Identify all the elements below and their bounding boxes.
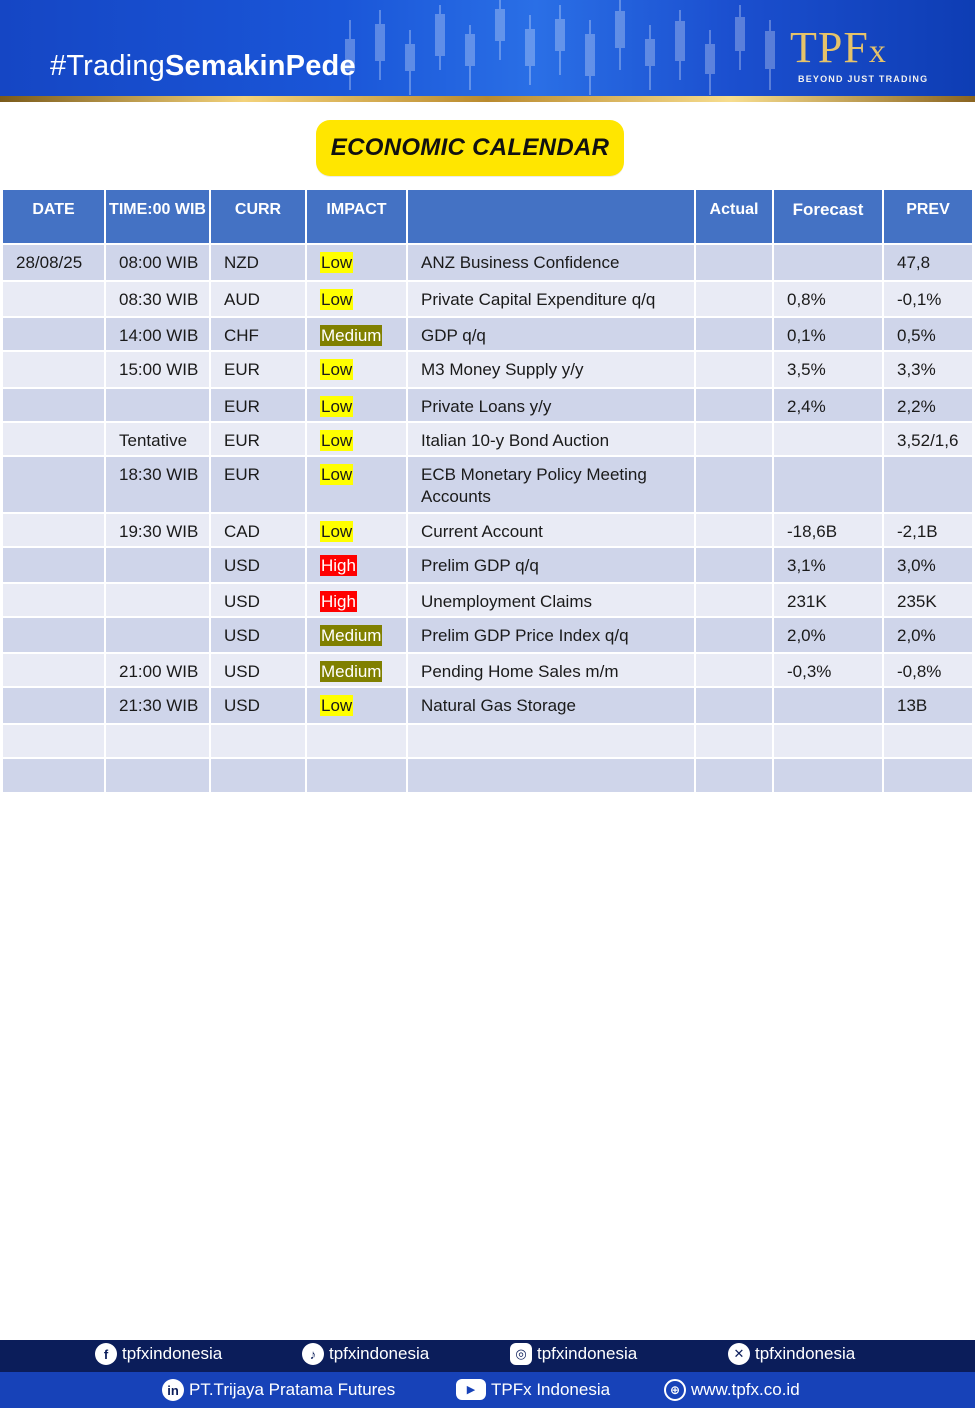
cell-date [3, 318, 106, 352]
cell-date: 28/08/25 [3, 245, 106, 282]
cell-event: Pending Home Sales m/m [408, 654, 696, 688]
cell-forecast: 2,0% [774, 618, 884, 654]
cell-prev [884, 759, 972, 794]
cell-curr: EUR [211, 352, 307, 389]
impact-badge: Low [321, 290, 353, 309]
cell-actual [696, 618, 774, 654]
page-title-text: ECONOMIC CALENDAR [330, 134, 610, 161]
cell-actual [696, 514, 774, 548]
cell-event: Current Account [408, 514, 696, 548]
cell-forecast: 0,1% [774, 318, 884, 352]
cell-forecast [774, 245, 884, 282]
cell-actual [696, 759, 774, 794]
cell-time: Tentative [106, 423, 211, 457]
cell-event: ECB Monetary Policy Meeting Accounts [408, 457, 696, 514]
impact-badge: High [321, 592, 356, 611]
table-row [3, 548, 972, 584]
cell-actual [696, 245, 774, 282]
impact-badge: Low [321, 397, 353, 416]
cell-forecast [774, 423, 884, 457]
cell-date [3, 725, 106, 759]
logo-tagline: BEYOND JUST TRADING [798, 74, 929, 84]
cell-impact [307, 457, 408, 514]
cell-date [3, 759, 106, 794]
economic-calendar-table [3, 190, 972, 794]
page-title [316, 120, 624, 176]
header-actual: Actual [696, 190, 774, 245]
cell-actual [696, 584, 774, 618]
header-curr: CURR [211, 190, 307, 245]
hashtag-bold: SemakinPede [164, 50, 356, 82]
cell-actual [696, 725, 774, 759]
cell-forecast: -0,3% [774, 654, 884, 688]
cell-time: 18:30 WIB [106, 457, 211, 514]
impact-badge: Low [321, 253, 353, 272]
table-row [3, 584, 972, 618]
header-banner [0, 0, 975, 98]
table-header-row [3, 190, 972, 245]
cell-time: 15:00 WIB [106, 352, 211, 389]
cell-forecast: 3,5% [774, 352, 884, 389]
x-handle: tpfxindonesia [755, 1344, 856, 1363]
table-row [3, 688, 972, 725]
cell-impact [307, 245, 408, 282]
header-prev: PREV [884, 190, 972, 245]
logo-x-text: x [868, 33, 887, 70]
cell-event: ANZ Business Confidence [408, 245, 696, 282]
cell-event: Private Capital Expenditure q/q [408, 282, 696, 318]
globe-icon: ⊕ [664, 1379, 686, 1401]
impact-badge: Low [321, 360, 353, 379]
cell-event: Prelim GDP q/q [408, 548, 696, 584]
impact-badge: Low [321, 522, 353, 541]
linkedin-name: PT.Trijaya Pratama Futures [189, 1380, 396, 1399]
table-body [3, 245, 972, 794]
cell-event: Prelim GDP Price Index q/q [408, 618, 696, 654]
cell-curr: USD [211, 618, 307, 654]
table-row [3, 352, 972, 389]
cell-prev: 3,0% [884, 548, 972, 584]
cell-time [106, 584, 211, 618]
hashtag-prefix: #Trading [50, 50, 165, 82]
cell-date [3, 654, 106, 688]
footer-linkedin[interactable] [162, 1379, 395, 1401]
cell-time [106, 725, 211, 759]
cell-actual [696, 654, 774, 688]
cell-event: Unemployment Claims [408, 584, 696, 618]
header-time: TIME:00 WIB [106, 190, 211, 245]
cell-impact [307, 548, 408, 584]
cell-actual [696, 423, 774, 457]
cell-impact [307, 423, 408, 457]
cell-time: 21:00 WIB [106, 654, 211, 688]
cell-prev [884, 725, 972, 759]
table-row [3, 654, 972, 688]
cell-time: 14:00 WIB [106, 318, 211, 352]
cell-time: 08:30 WIB [106, 282, 211, 318]
impact-badge: Medium [321, 626, 382, 645]
cell-time [106, 759, 211, 794]
cell-actual [696, 282, 774, 318]
cell-curr [211, 759, 307, 794]
cell-event: Natural Gas Storage [408, 688, 696, 725]
footer-youtube[interactable] [456, 1379, 610, 1400]
cell-date [3, 423, 106, 457]
cell-prev: -2,1B [884, 514, 972, 548]
cell-impact [307, 584, 408, 618]
cell-impact [307, 514, 408, 548]
instagram-handle: tpfxindonesia [537, 1344, 638, 1363]
cell-forecast [774, 688, 884, 725]
cell-actual [696, 457, 774, 514]
cell-prev: -0,1% [884, 282, 972, 318]
table-row [3, 618, 972, 654]
cell-impact [307, 389, 408, 423]
cell-impact [307, 654, 408, 688]
cell-forecast [774, 457, 884, 514]
header-date: DATE [3, 190, 106, 245]
cell-curr: USD [211, 654, 307, 688]
header-event [408, 190, 696, 245]
cell-date [3, 282, 106, 318]
logo-main-text: TPF [790, 23, 869, 72]
cell-forecast: 3,1% [774, 548, 884, 584]
cell-forecast [774, 759, 884, 794]
cell-actual [696, 352, 774, 389]
footer-facebook[interactable] [95, 1343, 222, 1365]
cell-forecast: 0,8% [774, 282, 884, 318]
table-row [3, 457, 972, 514]
facebook-handle: tpfxindonesia [122, 1344, 223, 1363]
cell-prev: 2,2% [884, 389, 972, 423]
footer-links-row [0, 1372, 975, 1408]
cell-event [408, 759, 696, 794]
impact-badge: Low [321, 465, 353, 484]
cell-time: 21:30 WIB [106, 688, 211, 725]
cell-curr: USD [211, 548, 307, 584]
cell-event: M3 Money Supply y/y [408, 352, 696, 389]
cell-prev: -0,8% [884, 654, 972, 688]
cell-prev: 3,52/1,6 [884, 423, 972, 457]
cell-prev: 13B [884, 688, 972, 725]
cell-impact [307, 759, 408, 794]
footer-website[interactable] [664, 1379, 800, 1401]
impact-badge: Medium [321, 662, 382, 681]
website-url: www.tpfx.co.id [691, 1380, 800, 1399]
instagram-icon: ◎ [510, 1343, 532, 1365]
cell-date [3, 389, 106, 423]
cell-date [3, 548, 106, 584]
table-row [3, 759, 972, 794]
cell-curr: USD [211, 688, 307, 725]
cell-date [3, 618, 106, 654]
table-row [3, 318, 972, 352]
table-row [3, 514, 972, 548]
cell-date [3, 514, 106, 548]
tiktok-handle: tpfxindonesia [329, 1344, 430, 1363]
cell-time [106, 548, 211, 584]
cell-prev: 2,0% [884, 618, 972, 654]
cell-curr: EUR [211, 389, 307, 423]
cell-date [3, 688, 106, 725]
cell-curr: USD [211, 584, 307, 618]
cell-date [3, 352, 106, 389]
footer [0, 1340, 975, 1408]
cell-curr: EUR [211, 423, 307, 457]
hashtag-slogan [50, 50, 356, 83]
cell-impact [307, 318, 408, 352]
table-row [3, 389, 972, 423]
cell-time [106, 389, 211, 423]
cell-actual [696, 389, 774, 423]
tpfx-logo [790, 23, 930, 86]
cell-impact [307, 352, 408, 389]
table-row [3, 245, 972, 282]
cell-actual [696, 318, 774, 352]
cell-date [3, 584, 106, 618]
footer-instagram[interactable] [510, 1343, 637, 1365]
youtube-name: TPFx Indonesia [491, 1379, 611, 1399]
cell-curr: CHF [211, 318, 307, 352]
impact-badge: Medium [321, 326, 382, 345]
cell-prev: 47,8 [884, 245, 972, 282]
linkedin-icon: in [162, 1379, 184, 1401]
cell-actual [696, 548, 774, 584]
cell-event: Private Loans y/y [408, 389, 696, 423]
table-row [3, 282, 972, 318]
youtube-icon: ▶ [456, 1379, 486, 1400]
cell-event: GDP q/q [408, 318, 696, 352]
gold-divider [0, 96, 975, 102]
header-impact: IMPACT [307, 190, 408, 245]
cell-event: Italian 10-y Bond Auction [408, 423, 696, 457]
cell-curr: CAD [211, 514, 307, 548]
cell-time: 19:30 WIB [106, 514, 211, 548]
cell-impact [307, 725, 408, 759]
cell-prev: 235K [884, 584, 972, 618]
cell-curr: AUD [211, 282, 307, 318]
cell-curr [211, 725, 307, 759]
cell-curr: EUR [211, 457, 307, 514]
footer-social-row [0, 1340, 975, 1372]
cell-prev [884, 457, 972, 514]
cell-impact [307, 688, 408, 725]
cell-forecast: 2,4% [774, 389, 884, 423]
table-row [3, 423, 972, 457]
cell-impact [307, 618, 408, 654]
cell-prev: 3,3% [884, 352, 972, 389]
cell-time [106, 618, 211, 654]
chart-pattern-decoration [330, 0, 810, 98]
cell-impact [307, 282, 408, 318]
cell-forecast: 231K [774, 584, 884, 618]
cell-curr: NZD [211, 245, 307, 282]
cell-date [3, 457, 106, 514]
cell-event [408, 725, 696, 759]
footer-tiktok[interactable] [302, 1343, 429, 1365]
impact-badge: High [321, 556, 356, 575]
impact-badge: Low [321, 431, 353, 450]
table-row [3, 725, 972, 759]
x-icon: ✕ [728, 1343, 750, 1365]
header-forecast: Forecast [774, 190, 884, 245]
cell-prev: 0,5% [884, 318, 972, 352]
cell-forecast: -18,6B [774, 514, 884, 548]
cell-forecast [774, 725, 884, 759]
cell-actual [696, 688, 774, 725]
facebook-icon: f [95, 1343, 117, 1365]
impact-badge: Low [321, 696, 353, 715]
footer-x[interactable] [728, 1343, 855, 1365]
tiktok-icon: ♪ [302, 1343, 324, 1365]
cell-time: 08:00 WIB [106, 245, 211, 282]
